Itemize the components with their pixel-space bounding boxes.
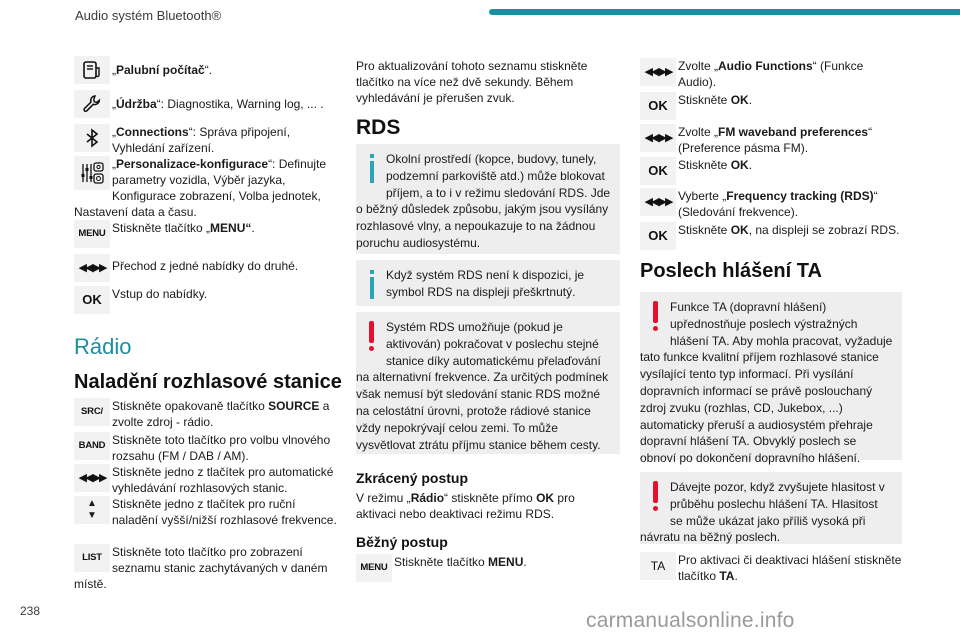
ta-text-bold: TA <box>719 569 735 583</box>
menu-button-icon <box>356 554 392 582</box>
ok-button-icon <box>640 222 676 250</box>
band-button-icon <box>74 432 110 460</box>
step-text-bold: OK <box>730 223 749 237</box>
subsection-title-shortcut: Zkrácený postup <box>356 470 469 486</box>
source-button-icon <box>74 398 110 426</box>
item-text: Vstup do nabídky. <box>112 287 208 301</box>
step-text-pre: Stiskněte <box>678 93 731 107</box>
section-title-ta: Poslech hlášení TA <box>640 260 822 282</box>
step-text-post: “ (Preference pásma FM). <box>678 125 873 155</box>
step-ok-1 <box>640 92 902 120</box>
item-normal-menu <box>356 554 622 582</box>
shortcut-text-bold1: Rádio <box>410 491 445 505</box>
item-text-bold: Palubní počítač <box>116 63 205 77</box>
shortcut-text-pre: V režimu „ <box>356 491 411 505</box>
info-box-text: Okolní prostředí (kopce, budovy, tunely, podzemní parkoviště atd.) může blokovat příjem, a to i v režimu sledování RDS. Jde o běžný důsledek způsobu, jakým jsou vysílány rozhlasové vlny, a nepoukazuje to na žádnou poruchu audiosystému. <box>356 152 611 250</box>
item-source <box>74 398 344 430</box>
warning-icon <box>356 319 386 355</box>
warning-box-ta-volume <box>640 472 902 544</box>
item-maintenance <box>74 90 344 118</box>
left-right-arrows-icon: ◀◀ ▶▶ <box>640 124 676 152</box>
list-update-text: Pro aktualizování tohoto seznamu stiskněte tlačítko na více než dvě sekundy. Během vyhledávání je přerušen zvuk. <box>356 59 588 105</box>
item-text-bold: SOURCE <box>268 399 320 413</box>
left-right-arrows-icon: ◀◀ ▶▶ <box>640 58 676 86</box>
info-box-text: Když systém RDS není k dispozici, je symbol RDS na displeji přeškrtnutý. <box>386 268 585 299</box>
step-text-bold: Audio Functions <box>718 59 813 73</box>
item-text-pre: „ <box>112 97 116 111</box>
step-ok-2 <box>640 157 902 185</box>
step-text-post: “ (Sledování frekvence). <box>678 189 878 219</box>
normal-text-post: . <box>523 555 527 569</box>
step-text-bold: OK <box>730 93 749 107</box>
header-accent-bar <box>489 9 960 15</box>
ta-text-post: . <box>734 569 738 583</box>
step-text-post: , na displeji se zobrazí RDS. <box>748 223 900 237</box>
warning-icon <box>640 479 670 515</box>
step-text-bold: Frequency tracking (RDS) <box>726 189 874 203</box>
item-text-pre: Stiskněte tlačítko „ <box>112 221 211 235</box>
item-menu <box>74 220 344 248</box>
subsection-title-normal: Běžný postup <box>356 534 448 550</box>
normal-text-bold: MENU <box>488 555 524 569</box>
step-text-pre: Stiskněte <box>678 158 731 172</box>
ok-label: OK <box>648 163 668 178</box>
item-text-bold: Údržba <box>116 97 157 111</box>
list-button-icon <box>74 544 110 572</box>
left-right-arrows-icon: ◀◀ ▶▶ <box>74 254 110 282</box>
menu-button-icon <box>74 220 110 248</box>
step-text-post: “ (Funkce Audio). <box>678 59 864 89</box>
left-right-arrows-icon: ◀◀ ▶▶ <box>640 188 676 216</box>
ta-label: TA <box>650 559 666 573</box>
item-board-computer <box>74 56 344 84</box>
band-label: BAND <box>78 440 106 451</box>
info-icon <box>356 267 386 303</box>
item-text-bold: Connections <box>116 125 189 139</box>
shortcut-text-post: pro aktivaci nebo deaktivaci režimu RDS. <box>356 491 575 521</box>
menu-label: MENU <box>78 228 106 239</box>
ta-text-pre: Pro aktivaci či deaktivaci hlášení stiskněte tlačítko <box>678 553 902 583</box>
ta-button-icon <box>640 552 676 580</box>
warning-icon <box>640 299 670 335</box>
item-text-bold: Personalizace-konfigurace <box>116 157 269 171</box>
item-text-pre: „ <box>112 63 116 77</box>
step-fm-preferences <box>640 124 902 156</box>
info-box-reception <box>356 144 620 254</box>
warning-box-rds-tracking <box>356 312 620 454</box>
watermark: carmanualsonline.info <box>586 609 795 632</box>
ok-button-icon <box>74 286 110 314</box>
step-text-pre: Vyberte „ <box>678 189 727 203</box>
shortcut-text <box>356 490 618 522</box>
item-auto-search <box>74 464 344 496</box>
ok-label: OK <box>82 292 102 307</box>
item-band <box>74 432 344 464</box>
info-icon <box>356 151 386 187</box>
item-text-post: “. <box>204 63 213 77</box>
shortcut-text-bold2: OK <box>536 491 555 505</box>
ok-label: OK <box>648 98 668 113</box>
item-text: Stiskněte toto tlačítko pro volbu vlnového rozsahu (FM / DAB / AM). <box>112 433 331 463</box>
step-text-pre: Zvolte „ <box>678 59 719 73</box>
subsection-title-tuning: Naladění rozhlasové stanice <box>74 371 342 393</box>
item-text: Stiskněte toto tlačítko pro zobrazení seznamu stanic zachytávaných v daném místě. <box>74 545 328 591</box>
info-box-rds-unavailable <box>356 260 620 306</box>
step-text-pre: Zvolte „ <box>678 125 719 139</box>
item-text-post: . <box>251 221 255 235</box>
page-number: 238 <box>20 604 41 618</box>
step-audio-functions <box>640 58 902 90</box>
step-text-bold: FM waveband preferences <box>718 125 869 139</box>
page-header-title: Audio systém Bluetooth® <box>75 8 222 23</box>
item-enter-menu <box>74 286 344 314</box>
ok-button-icon <box>640 157 676 185</box>
item-text: Stiskněte jedno z tlačítek pro ruční naladění vyšší/nižší rozhlasové frekvence. <box>112 497 337 527</box>
section-title-rds: RDS <box>356 116 401 139</box>
src-label: SRC/ <box>81 406 103 417</box>
personalization-icon <box>74 156 110 190</box>
ok-button-icon <box>640 92 676 120</box>
normal-text-pre: Stiskněte tlačítko <box>394 555 489 569</box>
warning-box-ta-function <box>640 292 902 466</box>
list-label: LIST <box>82 552 102 563</box>
item-manual-tune <box>74 496 344 528</box>
bluetooth-icon <box>74 124 110 152</box>
warning-box-text: Systém RDS umožňuje (pokud je aktivován) pokračovat v poslechu stejné stanice díky automatickému přelaďování na alternativní frekvence. Za určitých podmínek však nemusí být sledování stanic RDS možné na celostátní úrovni, protože rádiové stanice vždy nepokrývají celou zemi. To může vysvětlovat ztrátu příjmu stanice během cesty. <box>356 320 609 452</box>
wrench-icon <box>74 90 110 118</box>
item-text: Přechod z jedné nabídky do druhé. <box>112 259 299 273</box>
step-text-bold: OK <box>730 158 749 172</box>
ok-label: OK <box>648 228 668 243</box>
step-text-post: . <box>748 93 753 107</box>
left-right-arrows-icon: ◀◀ ▶▶ <box>74 464 110 492</box>
item-text-post: “: Správa připojení, Vyhledání zařízení. <box>112 125 291 155</box>
shortcut-text-mid: “ stiskněte přímo <box>444 491 537 505</box>
step-text-pre: Stiskněte <box>678 223 731 237</box>
up-down-arrows-icon: ▲ ▼ <box>74 496 110 524</box>
warning-box-text: Dávejte pozor, když zvyšujete hlasitost v průběhu poslechu hlášení TA. Hlasitost se může ukázat jako příliš vysoká při návratu na běžný poslech. <box>640 480 885 545</box>
item-text-pre: Stiskněte opakovaně tlačítko <box>112 399 269 413</box>
section-title-radio: Rádio <box>74 334 132 359</box>
item-text-pre: „ <box>112 157 116 171</box>
item-text: Stiskněte jedno z tlačítek pro automatické vyhledávání rozhlasových stanic. <box>112 465 334 495</box>
item-station-list <box>74 544 344 592</box>
warning-box-text: Funkce TA (dopravní hlášení) upřednostňuje poslech výstražných hlášení TA. Aby mohla pracovat, vyžaduje tato funkce kvalitní příjem rozhlasové stanice vysílající tento typ informací. Při vysílání dopravních informací se právě poslouchaný zdroj zvuku (rozhlas, CD, Jukebox, ...) automaticky přeruší a audiosystém přehraje dopravní hlášení TA. Obvyklý poslech se obnoví po dokončení dopravního hlášení. <box>640 300 893 466</box>
step-ok-3 <box>640 222 902 250</box>
step-text-post: . <box>748 158 753 172</box>
item-text-pre: „ <box>112 125 116 139</box>
step-frequency-tracking <box>640 188 902 220</box>
item-text-post: “: Diagnostika, Warning log, ... . <box>156 97 324 111</box>
board-computer-icon <box>74 56 110 84</box>
item-ta-toggle <box>640 552 902 584</box>
item-connections <box>74 124 344 156</box>
item-switch-menu <box>74 254 344 282</box>
item-text-post: “: Definujte parametry vozidla, Výběr jazyka, Konfigurace zobrazení, Volba jednotek, Nastavení data a času. <box>74 157 327 219</box>
item-text-post: a zvolte zdroj - rádio. <box>112 399 330 429</box>
item-personalization <box>74 156 344 220</box>
menu-label: MENU <box>360 562 388 573</box>
item-text-bold: MENU“ <box>210 221 252 235</box>
